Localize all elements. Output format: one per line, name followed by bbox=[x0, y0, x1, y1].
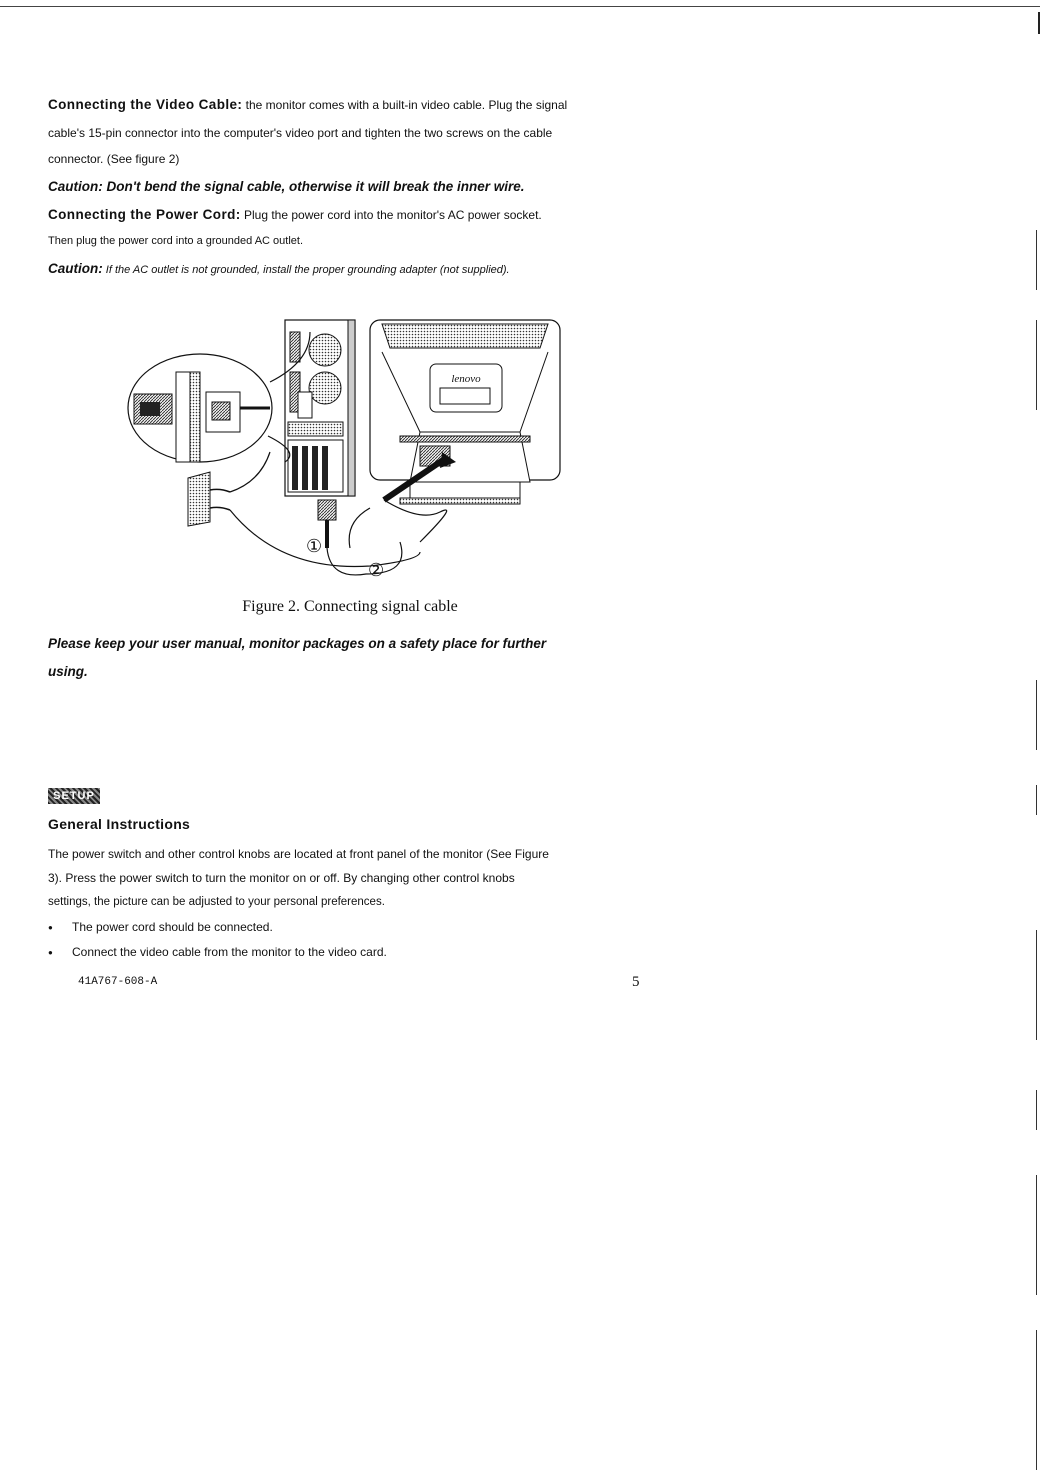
keep-manual-note bbox=[48, 630, 644, 686]
computer-tower bbox=[285, 320, 355, 496]
keep-manual-note-line1: Please keep your user manual, monitor packages on a safety place for further bbox=[48, 636, 547, 651]
step-marker-2: ② bbox=[368, 560, 385, 580]
caution-bend-cable: Caution: Don't bend the signal cable, otherwise it will break the inner wire. bbox=[48, 179, 525, 194]
video-cable-paragraph bbox=[48, 92, 644, 118]
caution-grounding-text: If the AC outlet is not grounded, install the proper grounding adapter (not supplied). bbox=[102, 264, 510, 276]
general-instructions-line2: 3). Press the power switch to turn the monitor on or off. By changing other control knobs bbox=[48, 871, 515, 885]
power-cord-line2: Then plug the power cord into a grounded AC outlet. bbox=[48, 235, 304, 247]
list-item bbox=[48, 920, 273, 934]
general-instructions-heading: General Instructions bbox=[48, 816, 191, 832]
monitor-brand-logo: lenovo bbox=[451, 373, 481, 385]
figure-caption: Figure 2. Connecting signal cable bbox=[242, 598, 458, 615]
scan-edge bbox=[1036, 680, 1037, 750]
scan-edge bbox=[1036, 1090, 1037, 1130]
scan-border-tick bbox=[1038, 12, 1040, 34]
keep-manual-note-line2: using. bbox=[48, 664, 88, 679]
zoom-detail-bubble bbox=[128, 332, 310, 462]
page-number: 5 bbox=[632, 974, 640, 990]
scan-edge bbox=[1036, 1175, 1037, 1295]
video-cable-text-3: connector. (See figure 2) bbox=[48, 152, 180, 166]
scan-edge bbox=[1036, 1330, 1037, 1470]
power-cord-paragraph bbox=[48, 202, 644, 228]
scan-edge bbox=[1036, 785, 1037, 815]
video-cable-lead: Connecting the Video Cable: bbox=[48, 97, 243, 112]
list-item-text: Connect the video cable from the monitor to the video card. bbox=[72, 945, 387, 959]
document-code: 41A767-608-A bbox=[78, 976, 158, 988]
scan-edge bbox=[1036, 930, 1037, 1040]
video-cable-text: the monitor comes with a built-in video cable. Plug the signal bbox=[242, 98, 568, 112]
general-instructions-line3: settings, the picture can be adjusted to your personal preferences. bbox=[48, 896, 385, 908]
setup-section-badge: SETUP bbox=[48, 788, 100, 804]
bullet-dot-icon: ● bbox=[48, 923, 53, 933]
list-item-text: The power cord should be connected. bbox=[72, 920, 273, 934]
list-item bbox=[48, 945, 387, 959]
video-cable-line2 bbox=[48, 120, 644, 146]
connecting-cable-figure bbox=[120, 312, 570, 592]
video-cable-line3 bbox=[48, 146, 644, 172]
scan-edge bbox=[1036, 230, 1037, 290]
power-cord-lead: Connecting the Power Cord: bbox=[48, 207, 241, 222]
step-marker-1: ① bbox=[306, 536, 323, 556]
scan-edge bbox=[1036, 320, 1037, 410]
general-instructions-line1: The power switch and other control knobs are located at front panel of the monitor (See Figure bbox=[48, 847, 549, 861]
bullet-dot-icon: ● bbox=[48, 948, 53, 958]
scan-border-top bbox=[0, 6, 1040, 7]
video-cable-text-2: cable's 15-pin connector into the computer's video port and tighten the two screws on the cable bbox=[48, 126, 553, 140]
caution-grounding-lead: Caution: bbox=[48, 261, 103, 276]
power-cord-text: Plug the power cord into the monitor's AC power socket. bbox=[240, 208, 542, 222]
monitor-back bbox=[370, 320, 560, 504]
caution-grounding bbox=[48, 256, 644, 283]
